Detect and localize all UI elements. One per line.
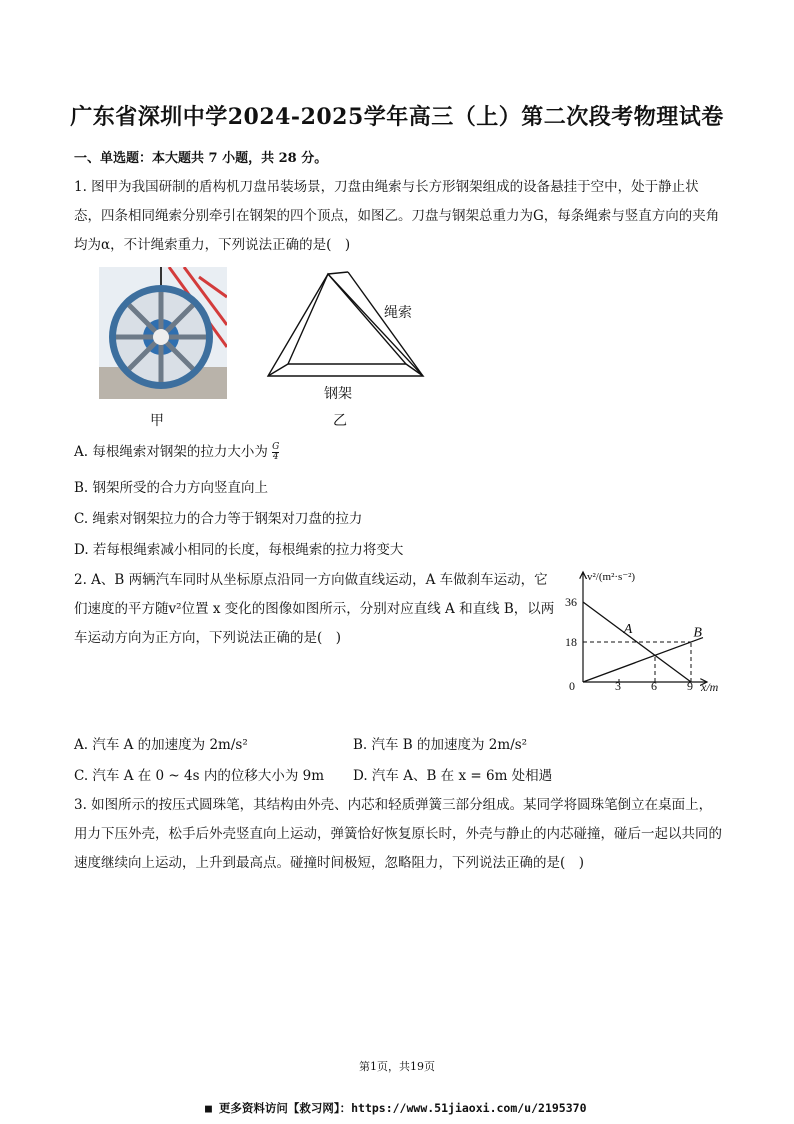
series-line-B bbox=[583, 638, 703, 682]
q1-option-d[interactable]: D. 若每根绳索减小相同的长度，每根绳索的拉力将变大 bbox=[74, 542, 404, 558]
page-title: 广东省深圳中学2024-2025学年高三（上）第二次段考物理试卷 bbox=[70, 104, 724, 130]
x-tick-label: 3 bbox=[615, 679, 621, 693]
v2-x-graph bbox=[555, 568, 725, 698]
page-number: 第1页，共19页 bbox=[359, 1060, 435, 1073]
y-axis-label: v²/(m²·s⁻²) bbox=[587, 571, 636, 583]
q1-option-a[interactable] bbox=[74, 442, 279, 462]
series-label-B: B bbox=[693, 625, 702, 641]
figure-jia-caption: 甲 bbox=[150, 413, 164, 429]
figure-yi-caption: 乙 bbox=[333, 413, 347, 429]
x-tick-label: 6 bbox=[651, 679, 657, 693]
q1-option-c[interactable]: C. 绳索对钢架拉力的合力等于钢架对刀盘的拉力 bbox=[74, 511, 363, 527]
q2-option-d[interactable]: D. 汽车 A、B 在 x = 6m 处相遇 bbox=[353, 768, 553, 784]
q1-option-b[interactable]: B. 钢架所受的合力方向竖直向上 bbox=[74, 480, 269, 496]
x-tick-label: 0 bbox=[569, 679, 575, 693]
q2-stem: 2. A、B 两辆汽车同时从坐标原点沿同一方向做直线运动，A 车做刹车运动，它们速度的平方随v²位置 x 变化的图像如图所示，分别对应直线 A 和直线 B，以两车运动方向为正方向，下列说法正确的是( ) bbox=[74, 572, 555, 646]
y-tick-label: 36 bbox=[565, 595, 577, 609]
x-tick-label: 9 bbox=[687, 679, 693, 693]
series-label-A: A bbox=[623, 622, 633, 638]
y-tick-label: 18 bbox=[565, 635, 577, 649]
resource-link[interactable]: ■ 更多资料访问【救习网】：https://www.51jiaoxi.com/u/2195370 bbox=[205, 1101, 587, 1115]
label-frame: 钢架 bbox=[324, 386, 352, 402]
section-heading: 一、单选题：本大题共 7 小题，共 28 分。 bbox=[74, 151, 328, 166]
q1-option-a-text: A. 每根绳索对钢架的拉力大小为 bbox=[74, 444, 268, 460]
rope-frame-diagram bbox=[258, 268, 438, 388]
q2-option-c[interactable]: C. 汽车 A 在 0 ~ 4s 内的位移大小为 9m bbox=[74, 768, 325, 784]
q3-stem: 3. 如图所示的按压式圆珠笔，其结构由外壳、内芯和轻质弹簧三部分组成。某同学将圆珠笔倒立在桌面上，用力下压外壳，松手后外壳竖直向上运动，弹簧恰好恢复原长时，外壳与静止的内芯碰撞，碰后一起以共同的速度继续向上运动，上升到最高点。碰撞时间极短，忽略阻力，下列说法正确的是( ) bbox=[74, 797, 722, 871]
q2-option-b[interactable]: B. 汽车 B 的加速度为 2m/s² bbox=[353, 737, 528, 753]
x-axis-label: x/m bbox=[701, 680, 719, 694]
label-rope: 绳索 bbox=[384, 305, 412, 321]
cutter-disc-photo bbox=[99, 267, 227, 399]
q2-option-a[interactable]: A. 汽车 A 的加速度为 2m/s² bbox=[74, 737, 248, 753]
fraction-numerator: G bbox=[272, 442, 280, 452]
fraction bbox=[272, 443, 279, 462]
q1-stem: 1. 图甲为我国研制的盾构机刀盘吊装场景，刀盘由绳索与长方形钢架组成的设备悬挂于空中，处于静止状态，四条相同绳索分别牵引在钢架的四个顶点，如图乙。刀盘与钢架总重力为G，每条绳索与竖直方向的夹角均为α，不计绳索重力，下列说法正确的是( ) bbox=[74, 179, 720, 253]
fraction-denominator: 4 bbox=[272, 452, 279, 462]
